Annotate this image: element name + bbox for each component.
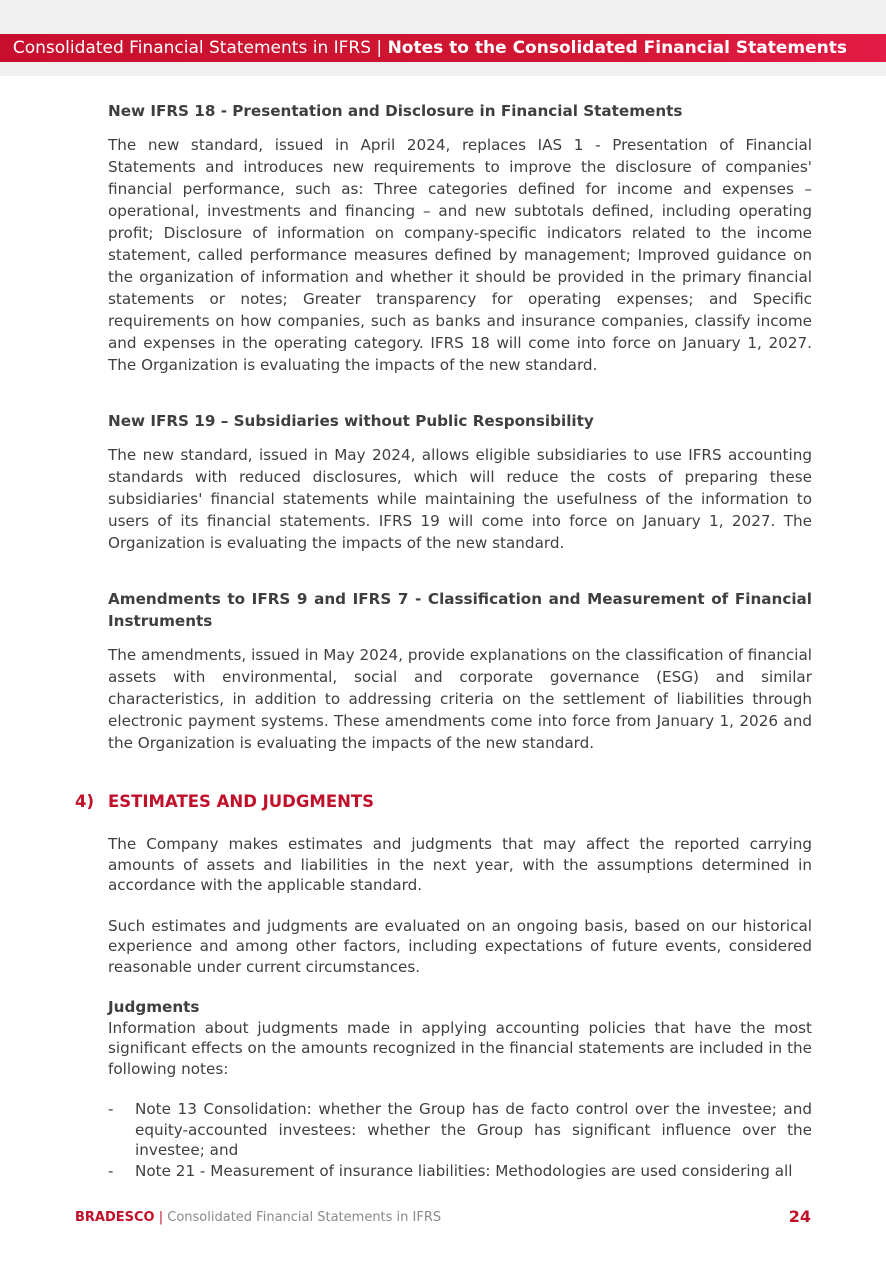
ifrs9-7-body: The amendments, issued in May 2024, provide explanations on the classification of financial assets with environmental, social and corporate governance (ESG) and similar characteristics, in addition to addressing criteria on the settlement of liabilities through electronic payment systems. These amendments come into force from January 1, 2026 and the Organization is evaluating the impacts of the new standard. (108, 646, 812, 752)
section-paragraph-1: The Company makes estimates and judgments that may affect the reported carrying amounts of assets and liabilities in the next year, with the assumptions determined in accordance with the applicable standard. (108, 835, 812, 894)
section-paragraph-2: Such estimates and judgments are evaluated on an ongoing basis, based on our historical experience and among other factors, including expectations of future events, considered reasonable under current circumstances. (108, 916, 812, 976)
section-heading (75, 791, 374, 813)
judgments-list (108, 1099, 812, 1181)
footer-separator: | (154, 1210, 168, 1225)
header-section-title: Notes to the Consolidated Financial Statements (387, 38, 847, 58)
header-separator: | (371, 38, 388, 58)
ifrs19-title: New IFRS 19 – Subsidiaries without Public Responsibility (108, 412, 594, 430)
section-title: ESTIMATES AND JUDGMENTS (108, 792, 375, 811)
judgments-title: Judgments (108, 998, 200, 1016)
page-header (0, 34, 886, 62)
page-number: 24 (788, 1207, 811, 1226)
ifrs9-7-title: Amendments to IFRS 9 and IFRS 7 - Classification and Measurement of Financial Instruments (108, 590, 812, 630)
section-content (108, 834, 812, 1181)
list-item-text: Note 21 - Measurement of insurance liabilities: Methodologies are used considering all (135, 1161, 793, 1180)
header-document-title: Consolidated Financial Statements in IFRS (12, 38, 372, 58)
judgments-intro: Information about judgments made in applying accounting policies that have the most significant effects on the amounts recognized in the financial statements are included in the following notes: (108, 1018, 812, 1078)
list-dash: - (108, 1161, 114, 1180)
list-item (108, 1099, 812, 1161)
list-item (108, 1161, 812, 1182)
page-footer (75, 1208, 441, 1228)
ifrs19-body: The new standard, issued in May 2024, allows eligible subsidiaries to use IFRS accounting standards with reduced disclosures, which will reduce the costs of preparing these subsidiaries' financial statements while maintaining the usefulness of the information to users of its financial statements. IFRS 19 will come into force on January 1, 2027. The Organization is evaluating the impacts of the new standard. (108, 446, 812, 552)
list-dash: - (108, 1100, 114, 1118)
list-item-text: Note 13 Consolidation: whether the Group has de facto control over the investee; and equity-accounted investees: whether the Group has significant influence over the investee; and (135, 1100, 812, 1159)
ifrs18-body: The new standard, issued in April 2024, replaces IAS 1 - Presentation of Financial Statements and introduces new requirements to improve the disclosure of companies' financial performance, such as: Three categories defined for income and expenses – operational, investments and financing – and new subtotals defined, including operating profit; Disclosure of information on company-specific indicators related to the income statement, called performance measures defined by management; Improved guidance on the organization of information and whether it should be provided in the primary financial statements or notes; Greater transparency for operating expenses; and Specific requirements on how companies, such as banks and insurance companies, classify income and expenses in the operating category. IFRS 18 will come into force on January 1, 2027. The Organization is evaluating the impacts of the new standard. (108, 136, 812, 374)
footer-text: Consolidated Financial Statements in IFRS (167, 1210, 442, 1225)
ifrs18-title: New IFRS 18 - Presentation and Disclosure in Financial Statements (108, 102, 683, 120)
main-content (108, 100, 812, 754)
footer-brand: BRADESCO (75, 1210, 155, 1225)
section-number: 4) (75, 792, 95, 811)
header-text (13, 34, 847, 62)
